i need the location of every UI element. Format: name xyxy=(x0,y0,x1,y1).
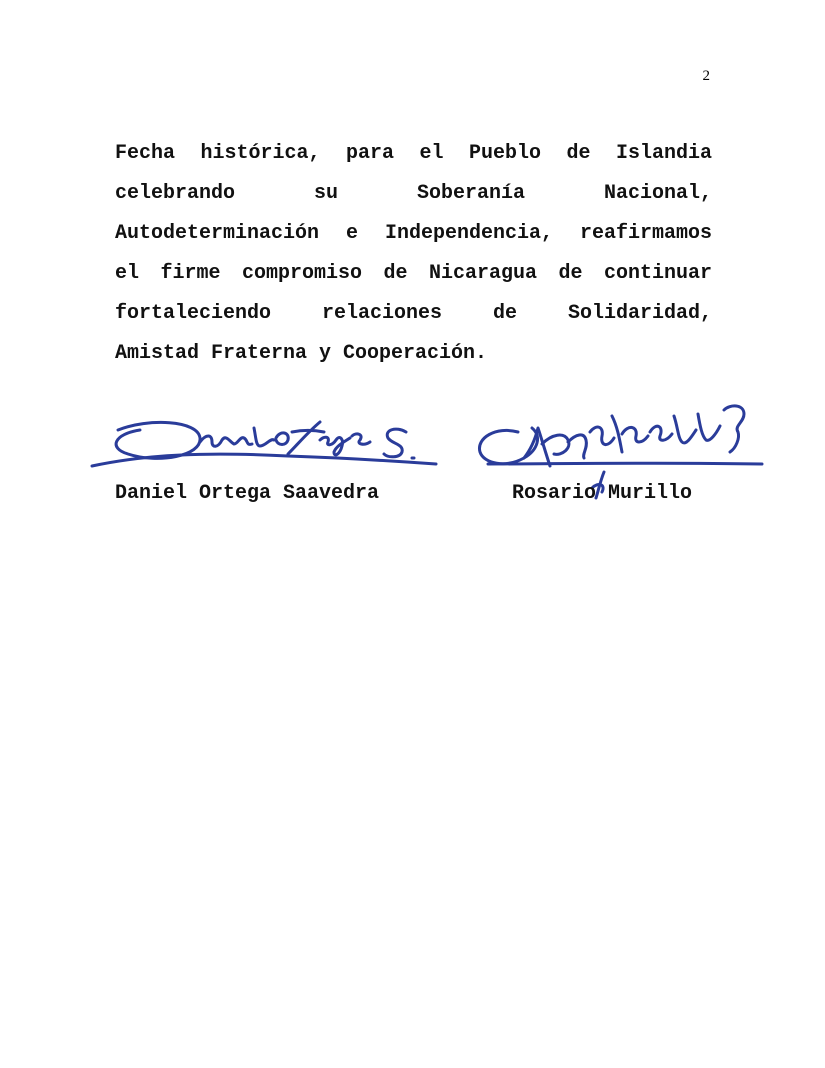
signer-name-left: Daniel Ortega Saavedra xyxy=(115,482,380,505)
paragraph-line: Autodeterminación e Independencia, reafirmamos xyxy=(115,222,712,245)
signer-name-right: Rosario Murillo xyxy=(512,482,693,505)
signature-daniel-ortega xyxy=(88,408,448,478)
paragraph-line: Amistad Fraterna y Cooperación. xyxy=(115,342,488,365)
page-number: 2 xyxy=(702,68,710,84)
paragraph-line: celebrando su Soberanía Nacional, xyxy=(115,182,712,205)
paragraph-line: Fecha histórica, para el Pueblo de Islandia xyxy=(115,142,712,165)
body-paragraph xyxy=(115,134,712,374)
paragraph-line: el firme compromiso de Nicaragua de continuar xyxy=(115,262,712,285)
paragraph-line: fortaleciendo relaciones de Solidaridad, xyxy=(115,302,712,325)
